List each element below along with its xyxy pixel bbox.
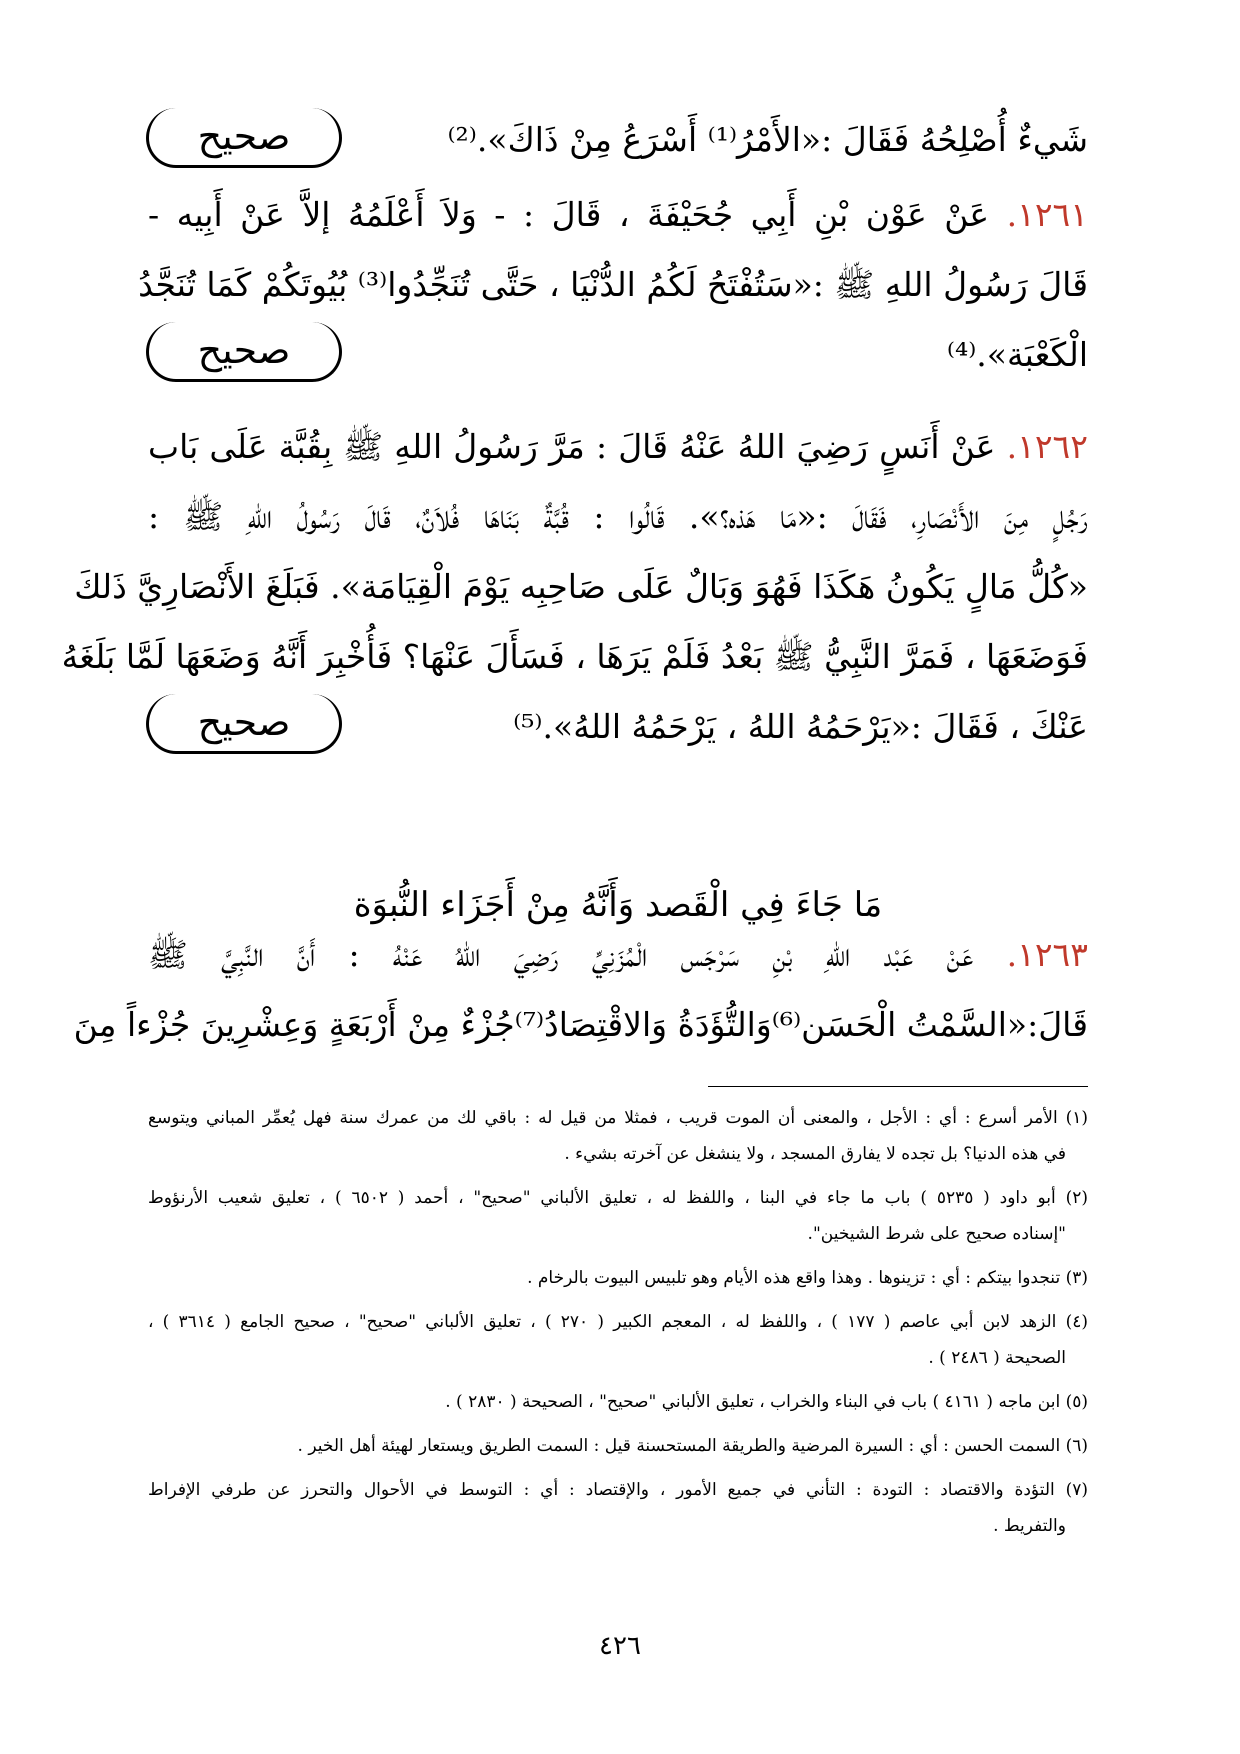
- hadith-1263-line-1: ١٢٦٣. عَنْ عَبْد اللهِ بْنِ سَرْجَس الْمُزَنِيِّ رَضِيَ اللهُ عَنْهُ : أَنَّ النَّبِيَّ ﷺ: [148, 935, 1088, 974]
- footnote-4: (٤) الزهد لابن أبي عاصم ( ١٧٧ ) ، واللفظ له ، المعجم الكبير ( ٢٧٠ ) ، تعليق الألباني "صحيح" ، صحيح الجامع ( ٣٦١٤ ) ،: [148, 1312, 1088, 1332]
- footnote-6: (٦) السمت الحسن : أي : السيرة المرضية والطريقة المستحسنة قيل : السمت الطريق ويستعار لهيئة أهل الخير .: [297, 1436, 1088, 1456]
- footnote-divider: [708, 1086, 1088, 1087]
- footnote-3: (٣) تنجدوا بيتكم : أي : تزينوها . وهذا واقع هذه الأيام وهو تلبيس البيوت بالرخام .: [527, 1268, 1088, 1288]
- hadith-1262-line-4: فَوَضَعَهَا ، فَمَرَّ النَّبِيُّ ﷺ بَعْدُ فَلَمْ يَرَهَا ، فَسَأَلَ عَنْهَا؟ فَأُخْبِرَ أَنَّهُ وَضَعَهَا لَمَّا بَلَغَهُ: [61, 637, 1088, 676]
- footnote-2-continued: "إسناده صحيح على شرط الشيخين".: [807, 1224, 1066, 1244]
- grade-badge: صحيح: [146, 108, 342, 168]
- hadith-1263-line-2: قَالَ:«السَّمْتُ الْحَسَن⁽⁶⁾وَالتُّؤَدَةُ وَالاقْتِصَادُ⁽⁷⁾جُزْءٌ مِنْ أَرْبَعَةٍ وَعِشْرِينَ جُزْءاً مِنَ: [73, 1005, 1088, 1044]
- hadith-1261-line-2: قَالَ رَسُولُ اللهِ ﷺ :«سَتُفْتَحُ لَكُمُ الدُّنْيَا ، حَتَّى تُنَجِّدُوا⁽³⁾ بُيُوتَكُمْ كَمَا تُنَجَّدُ: [138, 265, 1088, 304]
- hadith-1261-line-3: الْكَعْبَة».⁽⁴⁾: [946, 335, 1088, 374]
- hadith-closing-line: شَيءٌ أُصْلِحُهُ فَقَالَ :«الأَمْرُ⁽¹⁾ أَسْرَعُ مِنْ ذَاكَ».⁽²⁾: [447, 120, 1088, 159]
- grade-badge: صحيح: [146, 322, 342, 382]
- hadith-1262-line-2: رَجُلٍ مِنَ الأَنْصَارِ، فَقَالَ :«مَا هَذه؟». قَالُوا : قُبَّةٌ بَنَاهَا فُلاَنٌ، قَالَ رَسُولُ اللهِ ﷺ :: [148, 497, 1088, 536]
- footnote-1-continued: في هذه الدنيا؟ بل تجده لا يفارق المسجد ، ولا ينشغل عن آخرته بشيء .: [564, 1144, 1066, 1164]
- hadith-1261-line-1: ١٢٦١. عَنْ عَوْن بْنِ أَبِي جُحَيْفَةَ ، قَالَ : - وَلاَ أَعْلَمُهُ إلاَّ عَنْ أَبِيه -: [148, 195, 1088, 234]
- grade-badge: صحيح: [146, 694, 342, 754]
- chapter-heading: مَا جَاءَ فِي الْقَصد وَأَنَّهُ مِنْ أَجَزَاء النُّبوَة: [353, 885, 883, 925]
- footnote-5: (٥) ابن ماجه ( ٤١٦١ ) باب في البناء والخراب ، تعليق الألباني "صحيح" ، الصحيحة ( ٢٨٣٠ ) .: [445, 1392, 1088, 1412]
- page-number: ٤٢٦: [599, 1631, 641, 1661]
- hadith-number: ١٢٦١.: [1006, 195, 1088, 234]
- hadith-number: ١٢٦٣.: [1006, 935, 1088, 974]
- hadith-1262-line-1: ١٢٦٢. عَنْ أَنَسٍ رَضِيَ اللهُ عَنْهُ قَالَ : مَرَّ رَسُولُ اللهِ ﷺ بِقُبَّة عَلَى بَاب: [148, 427, 1088, 466]
- hadith-1262-line-3: «كُلُّ مَالٍ يَكُونُ هَكَذَا فَهُوَ وَبَالٌ عَلَى صَاحِبِه يَوْمَ الْقِيَامَة». فَبَلَغَ الأَنْصَارِيَّ ذَلكَ: [74, 567, 1088, 606]
- footnote-2: (٢) أبو داود ( ٥٢٣٥ ) باب ما جاء في البنا ، واللفظ له ، تعليق الألباني "صحيح" ، أحمد ( ٦٥٠٢ ) ، تعليق شعيب الأرنؤوط: [148, 1188, 1088, 1208]
- footnote-1: (١) الأمر أسرع : أي : الأجل ، والمعنى أن الموت قريب ، فمثلا من قيل له : باقي لك من عمرك سنة فهل يُعمِّر المباني ويتوسع: [148, 1108, 1088, 1128]
- footnote-4-continued: الصحيحة ( ٢٤٨٦ ) .: [928, 1348, 1066, 1368]
- footnote-7: (٧) التؤدة والاقتصاد : التودة : التأني في جميع الأمور ، والإقتصاد : أي : التوسط في الأحوال والتحرز عن طرفي الإفراط: [148, 1480, 1088, 1500]
- footnote-7-continued: والتفريط .: [993, 1516, 1066, 1536]
- hadith-number: ١٢٦٢.: [1006, 427, 1088, 466]
- hadith-1262-line-5: عَنْكَ ، فَقَالَ :«يَرْحَمُهُ اللهُ ، يَرْحَمُهُ اللهُ».⁽⁵⁾: [513, 707, 1088, 746]
